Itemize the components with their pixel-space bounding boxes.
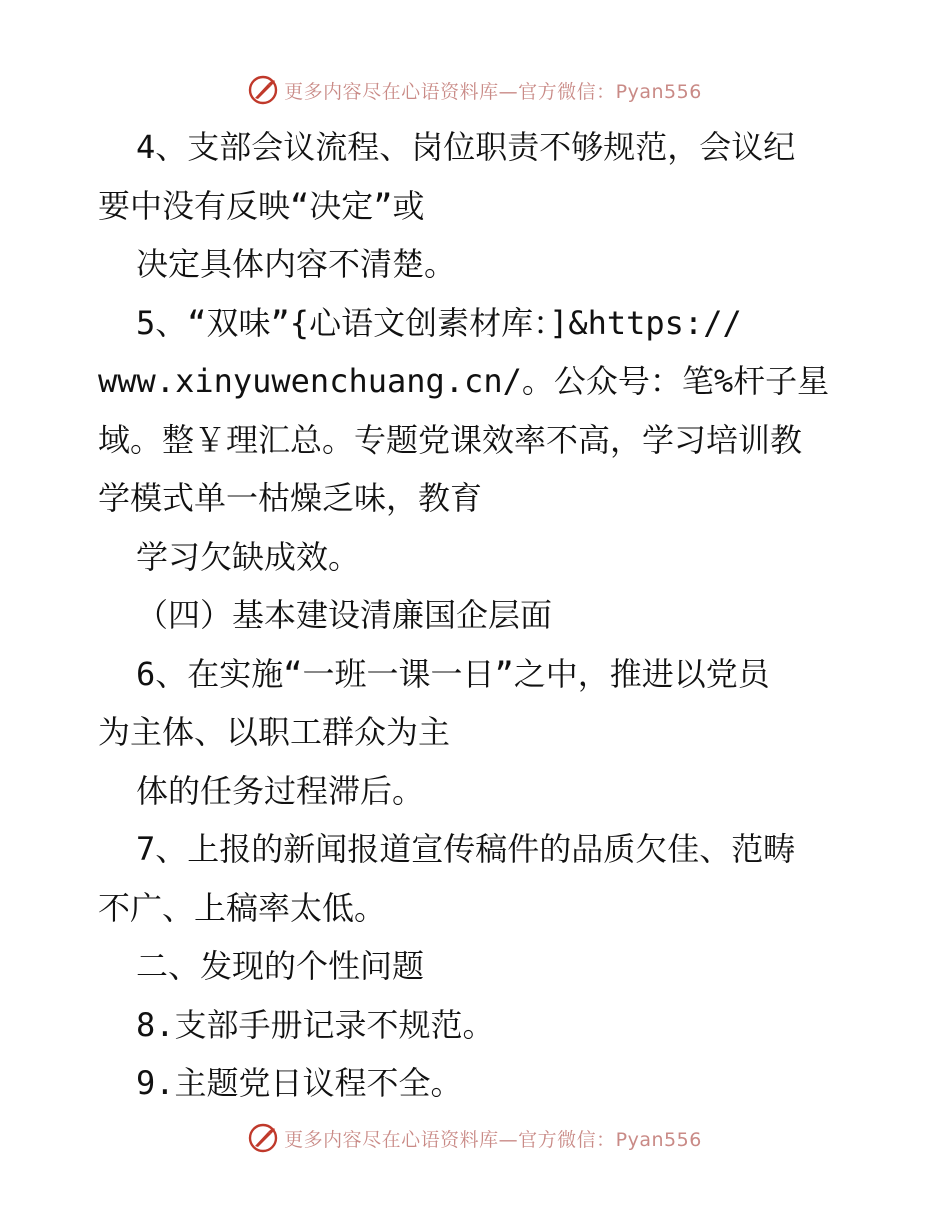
paragraph-line: 要中没有反映“决定”或 [98, 186, 425, 225]
paragraph-line: 6、在实施“一班一课一日”之中，推进以党员 [136, 654, 770, 693]
paragraph-line: www.xinyuwenchuang.cn/。公众号：笔%杆子星 [98, 362, 830, 400]
paragraph-line: 4、支部会议流程、岗位职责不够规范，会议纪 [136, 128, 796, 166]
paragraph-line: 决定具体内容不清楚。 [136, 245, 457, 283]
paragraph-line: 7、上报的新闻报道宣传稿件的品质欠佳、范畴 [136, 830, 796, 868]
quill-logo-icon [248, 75, 278, 105]
paragraph-line: 域。整￥理汇总。专题党课效率不高，学习培训教 [98, 420, 803, 459]
section-heading: （四）基本建设清廉国企层面 [136, 596, 553, 634]
footer-watermark-text: 更多内容尽在心语资料库—官方微信：Pyan556 [284, 1128, 702, 1151]
header-watermark-text: 更多内容尽在心语资料库—官方微信：Pyan556 [284, 80, 702, 103]
paragraph-line: 学习欠缺成效。 [136, 537, 361, 576]
paragraph-line: 8.支部手册记录不规范。 [136, 1005, 495, 1044]
paragraph-line: 为主体、以职工群众为主 [98, 713, 451, 751]
paragraph-line: 体的任务过程滞后。 [136, 771, 425, 810]
section-heading: 二、发现的个性问题 [136, 947, 425, 985]
quill-logo-icon [248, 1123, 278, 1153]
header-watermark [0, 70, 950, 110]
document-body [98, 118, 858, 1113]
paragraph-line: 不广、上稿率太低。 [98, 888, 387, 927]
paragraph-line: 9.主题党日议程不全。 [136, 1064, 463, 1102]
paragraph-line: 5、“双味”{心语文创素材库：]&https:// [136, 303, 742, 342]
footer-watermark [0, 1118, 950, 1158]
paragraph-line: 学模式单一枯燥乏味，教育 [98, 479, 483, 517]
